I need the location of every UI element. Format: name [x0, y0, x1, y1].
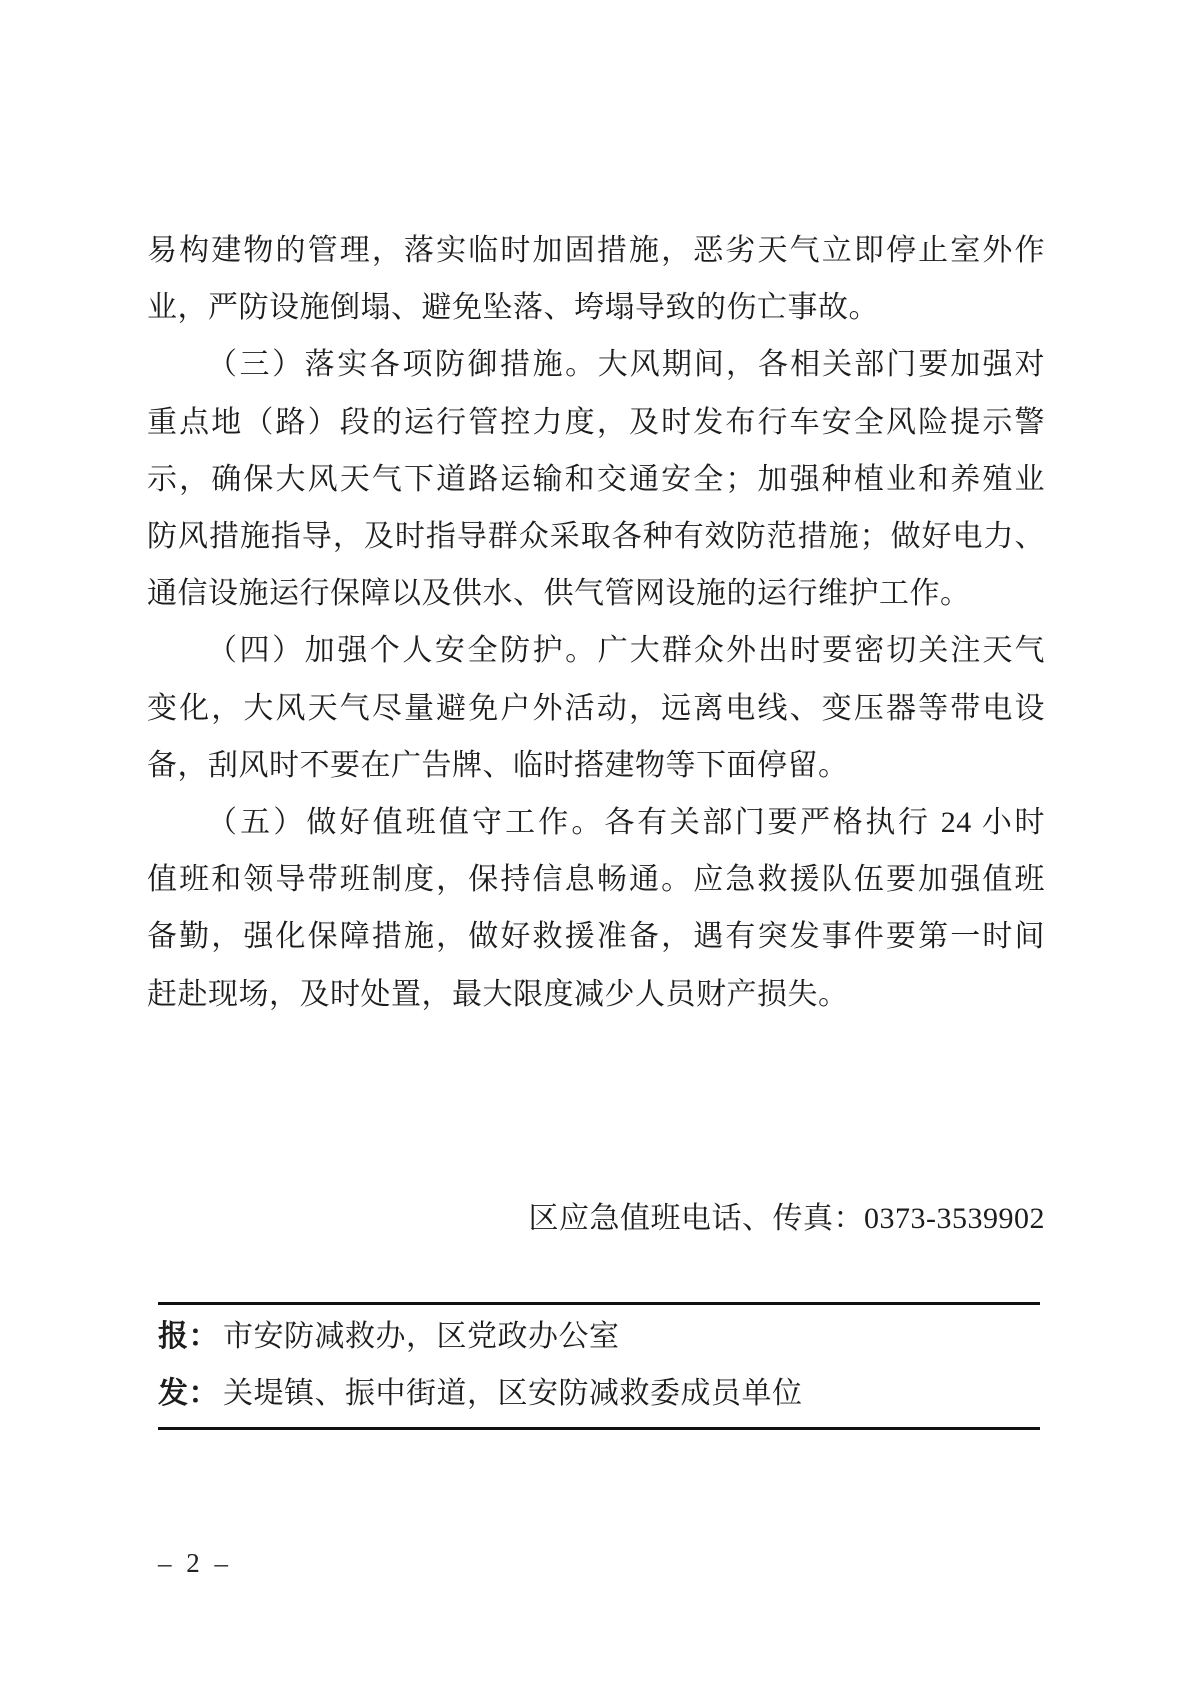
- body-line: 赶赴现场，及时处置，最大限度减少人员财产损失。: [147, 977, 849, 1011]
- issue-to-line: [158, 1365, 1040, 1422]
- issue-label: 发：: [158, 1377, 219, 1410]
- body-line paragraph-start: [147, 336, 1045, 393]
- report-label: 报：: [158, 1320, 219, 1353]
- body-line: 重点地（路）段的运行管控力度，及时发布行车安全风险提示警: [147, 405, 1045, 439]
- body-line: 备勤，强化保障措施，做好救援准备，遇有突发事件要第一时间: [147, 920, 1045, 954]
- paragraph-lead-4: （四）加强个人安全防护。: [207, 634, 598, 668]
- body-line: 备，刮风时不要在广告牌、临时搭建物等下面停留。: [147, 748, 849, 782]
- body-line: 易构建物的管理，落实临时加固措施，恶劣天气立即停止室外作: [147, 234, 1045, 267]
- body-line paragraph-start: [147, 622, 1045, 679]
- body-line: 值班和领导带班制度，保持信息畅通。应急救援队伍要加强值班: [147, 863, 1045, 897]
- paragraph-lead-5: （五）做好值班值守工作。: [207, 806, 605, 840]
- paragraph-text: 各有关部门要严格执行 24 小时: [604, 806, 1046, 840]
- issue-text: 关堤镇、振中街道，区安防减救委成员单位: [223, 1377, 803, 1410]
- body-line: 业，严防设施倒塌、避免坠落、垮塌导致的伤亡事故。: [147, 291, 879, 325]
- paragraph-text: 广大群众外出时要密切关注天气: [597, 634, 1046, 668]
- body-line: 通信设施运行保障以及供水、供气管网设施的运行维护工作。: [147, 577, 971, 611]
- document-body: [147, 222, 1045, 1023]
- body-line: 防风措施指导，及时指导群众采取各种有效防范措施；做好电力、: [147, 520, 1045, 554]
- report-to-line: [158, 1308, 1040, 1365]
- body-line: 变化，大风天气尽量避免户外活动，远离电线、变压器等带电设: [147, 691, 1045, 725]
- body-line paragraph-start: [147, 794, 1045, 851]
- report-text: 市安防减救办，区党政办公室: [223, 1320, 620, 1353]
- distribution-block: [158, 1302, 1040, 1430]
- paragraph-lead-3: （三）落实各项防御措施。: [207, 348, 598, 382]
- paragraph-text: 大风期间，各相关部门要加强对: [597, 348, 1046, 382]
- body-line: 示，确保大风天气下道路运输和交通安全；加强种植业和养殖业: [147, 462, 1045, 496]
- duty-phone-fax-line: 区应急值班电话、传真：0373-3539902: [528, 1202, 1045, 1235]
- page-number: – 2 –: [158, 1548, 232, 1578]
